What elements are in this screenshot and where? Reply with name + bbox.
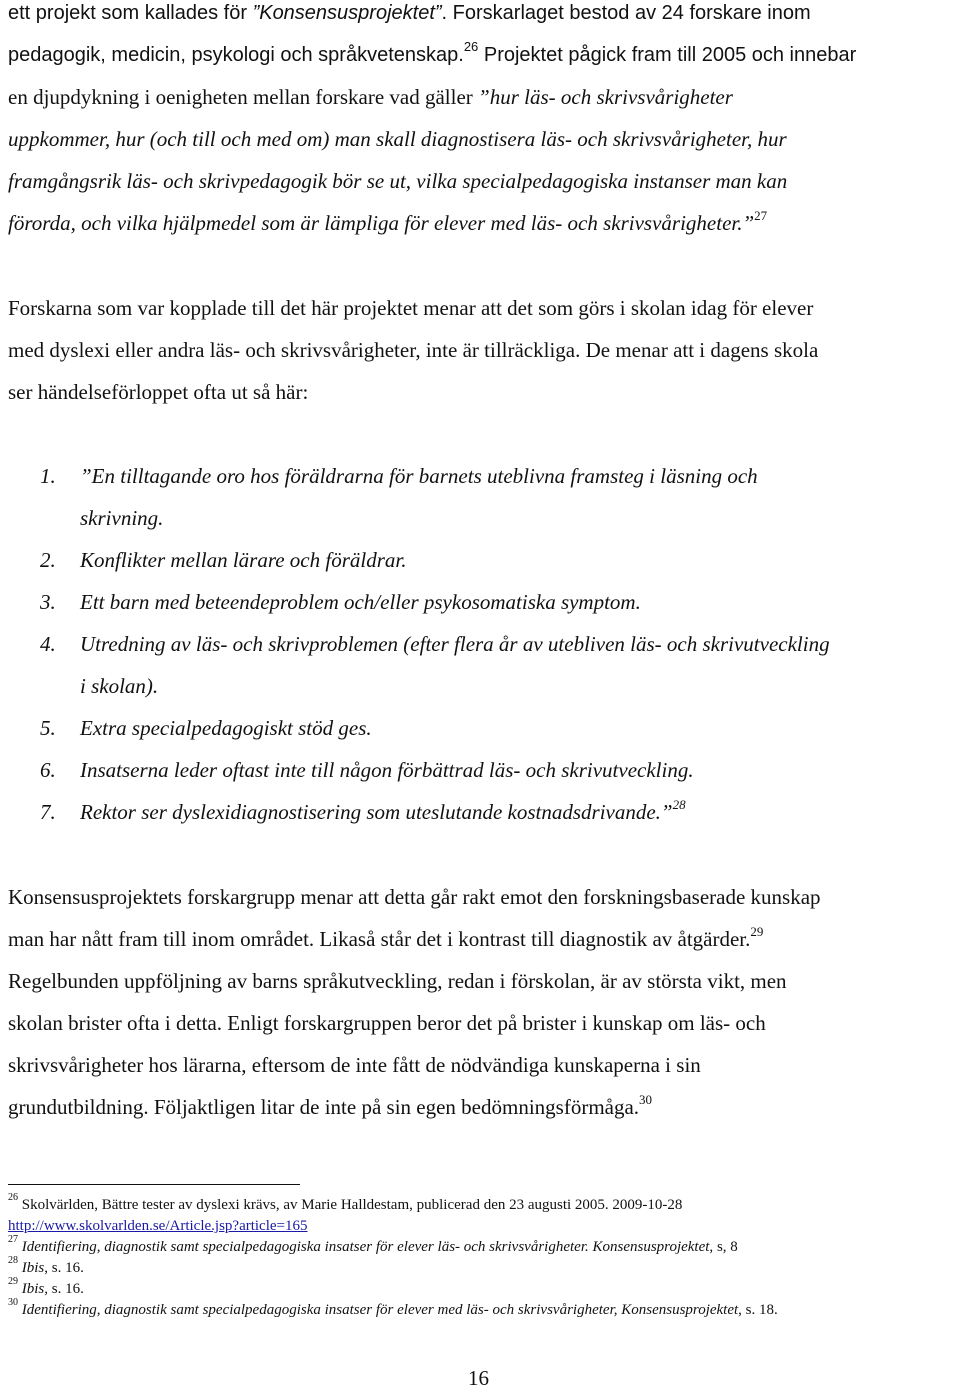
footnote-number: 28: [8, 1255, 18, 1266]
para1-line-5: framgångsrik läs- och skrivpedagogik bör se ut, vilka specialpedagogiska instanser man kan: [8, 169, 788, 193]
footnote-26: [8, 1192, 683, 1214]
list-text: Konflikter mellan lärare och föräldrar.: [80, 548, 407, 572]
footnote-29: [8, 1276, 84, 1298]
quote: förorda, och vilka hjälpmedel som är lämpliga för elever med läs- och skrivsvårigheter.”: [8, 211, 755, 235]
footnote-text: Skolvärlden, Bättre tester av dyslexi krävs, av Marie Halldestam, publicerad den 23 augusti 2005. 2009-10-28: [18, 1197, 683, 1213]
list-text: ”En tilltagande oro hos föräldrarna för barnets uteblivna framsteg i läsning och: [80, 464, 758, 488]
list-item-continuation: i skolan).: [80, 674, 159, 698]
footnote-ref[interactable]: 28: [672, 797, 686, 812]
footnote-number: 27: [8, 1234, 18, 1245]
footnote-separator: [8, 1184, 300, 1185]
footnote-ref[interactable]: 29: [750, 924, 764, 939]
para1-line-1: [8, 0, 811, 26]
footnote-ref[interactable]: 27: [754, 208, 768, 223]
list-number: 4.: [40, 632, 56, 656]
text: ett projekt som kallades för: [8, 2, 253, 24]
text: pedagogik, medicin, psykologi och språkvetenskap.: [8, 44, 464, 66]
footnote-number: 26: [8, 1192, 18, 1203]
footnote-title: Ibis: [18, 1260, 45, 1276]
footnote-number: 29: [8, 1276, 18, 1287]
list-text: Insatserna leder oftast inte till någon förbättrad läs- och skrivutveckling.: [80, 758, 694, 782]
para1-line-6: [8, 210, 767, 236]
para2-line-1: Forskarna som var kopplade till det här projektet menar att det som görs i skolan idag för elever: [8, 296, 814, 320]
text: grundutbildning. Följaktligen litar de inte på sin egen bedömningsförmåga.: [8, 1095, 640, 1119]
list-item-continuation: skrivning.: [80, 506, 164, 530]
para1-line-2: [8, 39, 857, 68]
list-number: 3.: [40, 590, 56, 614]
footnote-text: , s. 16.: [44, 1281, 84, 1297]
footnote-28: [8, 1255, 84, 1277]
para2-line-2: med dyslexi eller andra läs- och skrivsvårigheter, inte är tillräckliga. De menar att i dagens skola: [8, 338, 819, 362]
footnote-link[interactable]: http://www.skolvarlden.se/Article.jsp?article=165: [8, 1218, 308, 1234]
list-text: Ett barn med beteendeproblem och/eller psykosomatiska symptom.: [80, 590, 641, 614]
para2-line-3: ser händelseförloppet ofta ut så här:: [8, 380, 309, 404]
para1-line-3: [8, 84, 733, 110]
text: Projektet pågick fram till 2005 och innebar: [478, 44, 857, 66]
list-text: Rektor ser dyslexidiagnostisering som uteslutande kostnadsdrivande.”: [80, 800, 673, 824]
footnote-26-link-line: [8, 1217, 308, 1235]
footnote-ref[interactable]: 30: [639, 1092, 653, 1107]
footnote-ref[interactable]: 26: [463, 39, 479, 55]
list-number: 1.: [40, 464, 56, 488]
footnote-title: Identifiering, diagnostik samt specialpedagogiska insatser för elever läs- och skrivsvårigheter. Konsensusprojektet,: [18, 1239, 714, 1255]
list-number: 6.: [40, 758, 56, 782]
para3-line-5: skrivsvårigheter hos lärarna, eftersom de inte fått de nödvändiga kunskaperna i sin: [8, 1053, 701, 1077]
list-text: Extra specialpedagogiskt stöd ges.: [80, 716, 372, 740]
para3-line-2: [8, 926, 763, 952]
text: en djupdykning i oenigheten mellan forskare vad gäller: [8, 85, 479, 109]
footnote-27: [8, 1234, 738, 1256]
para1-line-4: uppkommer, hur (och till och med om) man skall diagnostisera läs- och skrivsvårigheter, hur: [8, 127, 787, 151]
text: . Forskarlaget bestod av 24 forskare inom: [441, 2, 811, 24]
para3-line-3: Regelbunden uppföljning av barns språkutveckling, redan i förskolan, är av största vikt, men: [8, 969, 787, 993]
page-number: 16: [468, 1366, 489, 1390]
footnote-text: , s. 16.: [44, 1260, 84, 1276]
para3-line-4: skolan brister ofta i detta. Enligt forskargruppen beror det på brister i kunskap om läs- och: [8, 1011, 766, 1035]
footnote-30: [8, 1297, 778, 1319]
footnote-text: , s. 18.: [738, 1302, 778, 1318]
list-number: 7.: [40, 800, 56, 824]
para3-line-1: Konsensusprojektets forskargrupp menar att detta går rakt emot den forskningsbaserade kunskap: [8, 885, 821, 909]
list-number: 2.: [40, 548, 56, 572]
footnote-text: s, 8: [713, 1239, 738, 1255]
footnote-title: Identifiering, diagnostik samt specialpedagogiska insatser för elever med läs- och skrivsvårigheter, Konsensusprojektet: [18, 1302, 739, 1318]
footnote-title: Ibis: [18, 1281, 45, 1297]
list-text: Utredning av läs- och skrivproblemen (efter flera år av utebliven läs- och skrivutveckling: [80, 632, 830, 656]
list-number: 5.: [40, 716, 56, 740]
para3-line-6: [8, 1094, 652, 1120]
quote: ”hur läs- och skrivsvårigheter: [478, 85, 733, 109]
footnote-number: 30: [8, 1297, 18, 1308]
project-name: ”Konsensusprojektet”: [252, 2, 442, 24]
text: man har nått fram till inom området. Likaså står det i kontrast till diagnostik av åtgärder.: [8, 927, 751, 951]
